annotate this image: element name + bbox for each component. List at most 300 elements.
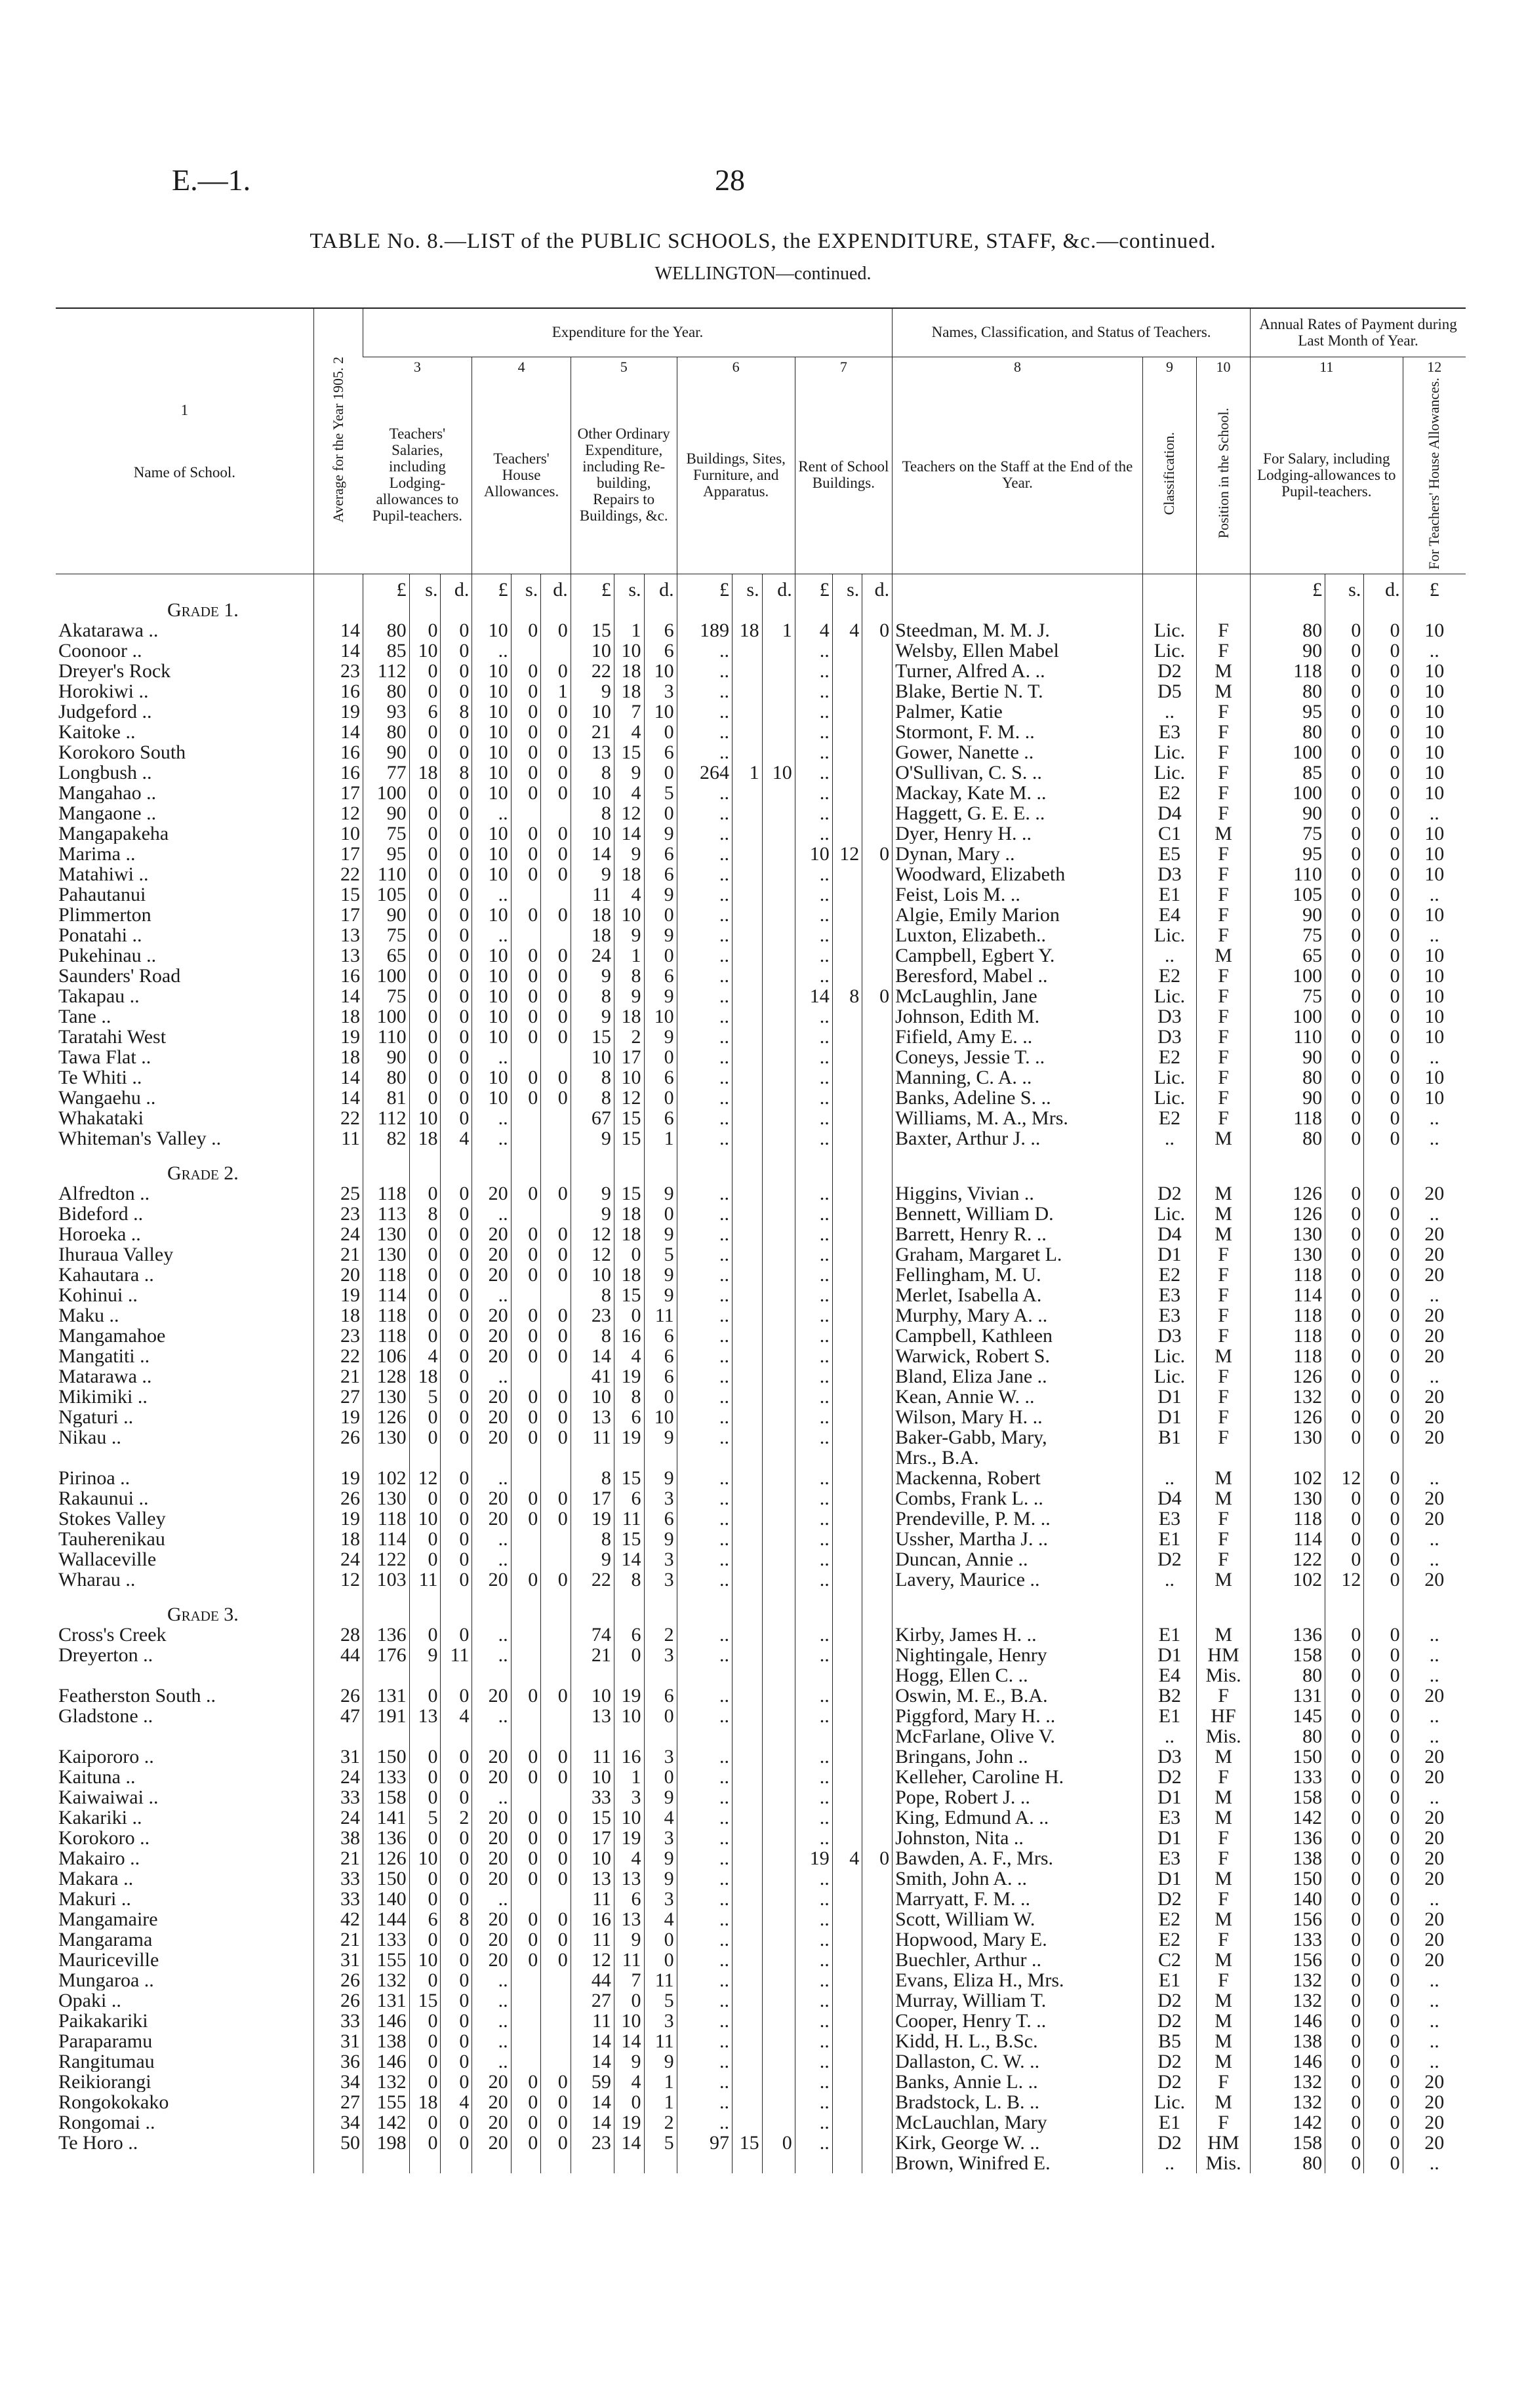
other-expenditure-shillings: 1: [614, 620, 644, 641]
buildings-pounds: ..: [677, 2092, 732, 2112]
school-name: Wallaceville: [58, 1549, 157, 1570]
other-expenditure-pence: 11: [644, 1305, 677, 1326]
spacer-row: [56, 1149, 1466, 1163]
rent-pence: [862, 1305, 893, 1326]
school-row: [56, 1828, 1466, 1848]
house-allowance-shillings: 0: [511, 681, 541, 701]
house-allowance-pence: 0: [541, 1305, 571, 1326]
teacher-classification: D2: [1142, 2133, 1196, 2153]
other-expenditure-shillings: 15: [614, 1468, 644, 1488]
rent-pence: [862, 1549, 893, 1569]
teacher-name: Hogg, Ellen C. ..: [893, 1665, 1143, 1686]
average-attendance: 17: [313, 844, 363, 864]
teacher-classification: D2: [1142, 1549, 1196, 1569]
salaries-pounds: 155: [363, 2092, 409, 2112]
salaries-shillings: 0: [409, 2112, 441, 2133]
other-expenditure-pounds: 27: [571, 1990, 614, 2011]
teacher-position: M: [1196, 1224, 1250, 1244]
other-expenditure-shillings: 15: [614, 1183, 644, 1204]
salaries-shillings: 0: [409, 1488, 441, 1509]
house-allowance-shillings: 0: [511, 1224, 541, 1244]
house-allowance-rate: ..: [1403, 1047, 1466, 1067]
other-expenditure-pence: 0: [644, 1706, 677, 1726]
col-house-rate-header: [1403, 376, 1466, 574]
schools-table: [56, 308, 1466, 2173]
empty-cell: [1403, 600, 1466, 620]
teacher-position: M: [1196, 1468, 1250, 1488]
teacher-name: Johnston, Nita ..: [893, 1828, 1143, 1848]
house-allowance-pence: 0: [541, 823, 571, 844]
buildings-pounds: ..: [677, 783, 732, 803]
house-allowance-shillings: [511, 2031, 541, 2051]
other-expenditure-pence: 0: [644, 1387, 677, 1407]
buildings-pence: [762, 1305, 795, 1326]
other-expenditure-pounds: 17: [571, 1828, 614, 1848]
teacher-classification: Lic.: [1142, 1088, 1196, 1108]
teacher-name: Mrs., B.A.: [893, 1448, 1143, 1468]
school-row: [56, 1929, 1466, 1950]
empty-cell: [571, 1590, 614, 1604]
other-expenditure-pence: 11: [644, 2031, 677, 2051]
grade-heading-row: [56, 1163, 1466, 1183]
salaries-shillings: 0: [409, 2051, 441, 2072]
house-allowance-pence: 0: [541, 1686, 571, 1706]
buildings-pounds: ..: [677, 1128, 732, 1149]
house-allowance-pence: [541, 1468, 571, 1488]
rent-shillings: [832, 1387, 862, 1407]
house-allowance-pence: 0: [541, 1569, 571, 1590]
school-name: Te Whiti ..: [58, 1067, 142, 1088]
teacher-position: F: [1196, 722, 1250, 742]
average-attendance: 21: [313, 1244, 363, 1265]
salary-rate-pence: 0: [1364, 1366, 1403, 1387]
salaries-shillings: 0: [409, 1244, 441, 1265]
salary-rate-pounds: 100: [1251, 966, 1325, 986]
house-allowance-pence: 0: [541, 864, 571, 884]
buildings-pounds: ..: [677, 1244, 732, 1265]
buildings-pence: [762, 1929, 795, 1950]
buildings-shillings: [732, 1848, 762, 1868]
rent-pounds: 14: [795, 986, 832, 1006]
average-attendance: 28: [313, 1625, 363, 1645]
rent-pounds: ..: [795, 1305, 832, 1326]
school-row: [56, 2133, 1466, 2153]
other-expenditure-pence: 2: [644, 2112, 677, 2133]
other-expenditure-shillings: 16: [614, 1747, 644, 1767]
salaries-pounds: 93: [363, 701, 409, 722]
average-attendance: 26: [313, 1970, 363, 1990]
other-expenditure-pounds: 8: [571, 762, 614, 783]
teacher-classification: Lic.: [1142, 1346, 1196, 1366]
other-expenditure-pounds: 9: [571, 1128, 614, 1149]
salary-rate-shillings: 0: [1325, 1686, 1364, 1706]
salaries-shillings: 0: [409, 803, 441, 823]
house-allowance-shillings: [511, 1047, 541, 1067]
salary-rate-shillings: 0: [1325, 762, 1364, 783]
buildings-shillings: [732, 1183, 762, 1204]
school-name: Rakaunui ..: [58, 1488, 149, 1509]
salary-rate-shillings: 0: [1325, 1047, 1364, 1067]
salaries-pounds: 130: [363, 1387, 409, 1407]
salary-rate-pence: 0: [1364, 1204, 1403, 1224]
rent-pence: [862, 2092, 893, 2112]
school-name: Whakataki: [58, 1108, 144, 1129]
other-expenditure-pounds: 44: [571, 1970, 614, 1990]
teacher-classification: Lic.: [1142, 641, 1196, 661]
empty-cell: [409, 1604, 441, 1625]
school-name: Kahautara ..: [58, 1265, 154, 1286]
rent-shillings: [832, 1047, 862, 1067]
school-row: [56, 1807, 1466, 1828]
buildings-pounds: ..: [677, 1305, 732, 1326]
salary-rate-pounds: 100: [1251, 742, 1325, 762]
empty-cell: [313, 600, 363, 620]
average-attendance: [313, 1665, 363, 1686]
rent-pounds: ..: [795, 803, 832, 823]
house-allowance-rate: 20: [1403, 1868, 1466, 1889]
rent-pounds: ..: [795, 2112, 832, 2133]
teacher-classification: D3: [1142, 864, 1196, 884]
house-allowance-shillings: 0: [511, 1509, 541, 1529]
house-allowance-shillings: [511, 1108, 541, 1128]
salary-rate-pounds: 126: [1251, 1204, 1325, 1224]
buildings-pounds: ..: [677, 966, 732, 986]
buildings-pounds: ..: [677, 1088, 732, 1108]
salary-rate-pounds: 90: [1251, 1047, 1325, 1067]
buildings-pounds: [677, 1448, 732, 1468]
school-name: Tawa Flat ..: [58, 1047, 151, 1068]
salaries-pounds: 100: [363, 1006, 409, 1027]
average-attendance: 47: [313, 1706, 363, 1726]
rent-shillings: [832, 2011, 862, 2031]
rent-pence: [862, 1448, 893, 1468]
teacher-name: Bland, Eliza Jane ..: [893, 1366, 1143, 1387]
table-subtitle: WELLINGTON—continued.: [654, 264, 872, 284]
col-salary-rate-number: 11: [1251, 357, 1403, 376]
salaries-pence: 0: [441, 1027, 472, 1047]
salaries-pounds: 114: [363, 1529, 409, 1549]
rent-shillings: [832, 1366, 862, 1387]
empty-cell: [644, 1604, 677, 1625]
salary-rate-pence: 0: [1364, 1027, 1403, 1047]
school-name: Mangatiti ..: [58, 1346, 150, 1367]
other-expenditure-shillings: 8: [614, 1569, 644, 1590]
house-allowance-pence: 0: [541, 1488, 571, 1509]
teacher-name: McLaughlin, Jane: [893, 986, 1143, 1006]
house-allowance-pence: [541, 1665, 571, 1686]
school-row: [56, 641, 1466, 661]
house-allowance-shillings: 0: [511, 1027, 541, 1047]
other-expenditure-pounds: 9: [571, 1006, 614, 1027]
house-allowance-shillings: [511, 2153, 541, 2173]
house-allowance-pounds: ..: [472, 1128, 511, 1149]
buildings-shillings: [732, 1665, 762, 1686]
rent-pounds: ..: [795, 1088, 832, 1108]
teacher-classification: E2: [1142, 783, 1196, 803]
rent-pounds: ..: [795, 925, 832, 945]
teacher-position: F: [1196, 966, 1250, 986]
salaries-pounds: 102: [363, 1468, 409, 1488]
average-attendance: 24: [313, 1807, 363, 1828]
salaries-shillings: 10: [409, 1509, 441, 1529]
rent-shillings: [832, 966, 862, 986]
salaries-pence: 0: [441, 1244, 472, 1265]
house-allowance-pence: [541, 1970, 571, 1990]
teacher-classification: Lic.: [1142, 762, 1196, 783]
other-expenditure-pence: 3: [644, 1889, 677, 1909]
rent-pounds: [795, 1665, 832, 1686]
buildings-pounds: ..: [677, 742, 732, 762]
buildings-shillings: [732, 1645, 762, 1665]
house-allowance-pence: [541, 641, 571, 661]
col-other-label: Other Ordinary Expenditure, including Re-building, Repairs to Buildings, &c.: [571, 376, 677, 574]
school-row: [56, 722, 1466, 742]
teacher-position: F: [1196, 1326, 1250, 1346]
teacher-position: F: [1196, 1387, 1250, 1407]
other-expenditure-shillings: 18: [614, 1006, 644, 1027]
buildings-shillings: [732, 1549, 762, 1569]
house-allowance-rate: ..: [1403, 1529, 1466, 1549]
empty-cell: [1142, 1149, 1196, 1163]
buildings-pounds: ..: [677, 864, 732, 884]
buildings-pounds: ..: [677, 1706, 732, 1726]
teacher-position: F: [1196, 742, 1250, 762]
salary-rate-pence: 0: [1364, 844, 1403, 864]
teacher-classification: ..: [1142, 1726, 1196, 1747]
other-expenditure-pounds: 59: [571, 2072, 614, 2092]
house-allowance-rate: 10: [1403, 945, 1466, 966]
house-allowance-pounds: 20: [472, 2133, 511, 2153]
buildings-pounds: ..: [677, 1468, 732, 1488]
salaries-shillings: 0: [409, 1047, 441, 1067]
salary-rate-pence: 0: [1364, 1549, 1403, 1569]
salaries-shillings: 10: [409, 641, 441, 661]
teacher-name: Kelleher, Caroline H.: [893, 1767, 1143, 1787]
other-expenditure-pounds: 14: [571, 2051, 614, 2072]
average-attendance: 17: [313, 905, 363, 925]
empty-cell: [762, 1604, 795, 1625]
salary-rate-pence: 0: [1364, 2011, 1403, 2031]
average-attendance: 14: [313, 641, 363, 661]
salary-rate-pence: 0: [1364, 681, 1403, 701]
salary-rate-pounds: 65: [1251, 945, 1325, 966]
salary-rate-shillings: 12: [1325, 1468, 1364, 1488]
buildings-shillings: [732, 905, 762, 925]
rent-pounds: ..: [795, 1067, 832, 1088]
house-allowance-pounds: 10: [472, 986, 511, 1006]
salaries-pounds: 110: [363, 1027, 409, 1047]
salary-rate-pence: 0: [1364, 742, 1403, 762]
salaries-pence: 0: [441, 1183, 472, 1204]
house-allowance-pounds: 20: [472, 1848, 511, 1868]
salaries-shillings: 6: [409, 701, 441, 722]
buildings-pounds: ..: [677, 1950, 732, 1970]
house-allowance-pounds: ..: [472, 1889, 511, 1909]
other-expenditure-shillings: 12: [614, 1088, 644, 1108]
house-allowance-pence: 0: [541, 1427, 571, 1448]
average-attendance: 31: [313, 1950, 363, 1970]
house-allowance-pounds: 10: [472, 722, 511, 742]
salary-rate-pounds: 118: [1251, 1346, 1325, 1366]
salaries-pounds: 130: [363, 1244, 409, 1265]
buildings-shillings: [732, 1828, 762, 1848]
other-expenditure-shillings: 7: [614, 701, 644, 722]
teacher-name: Algie, Emily Marion: [893, 905, 1143, 925]
teacher-classification: D1: [1142, 1244, 1196, 1265]
teacher-position: HM: [1196, 2133, 1250, 2153]
school-name: Kaipororo ..: [58, 1747, 154, 1767]
buildings-shillings: [732, 1108, 762, 1128]
school-row: [56, 1305, 1466, 1326]
house-allowance-pence: [541, 1990, 571, 2011]
salaries-shillings: 0: [409, 1183, 441, 1204]
unit-pound: £: [472, 574, 511, 601]
salary-rate-pence: 0: [1364, 925, 1403, 945]
average-attendance: 26: [313, 1488, 363, 1509]
salary-rate-pence: 0: [1364, 2092, 1403, 2112]
other-expenditure-pounds: 8: [571, 1529, 614, 1549]
salaries-pounds: 118: [363, 1265, 409, 1285]
house-allowance-shillings: 0: [511, 1088, 541, 1108]
salary-rate-shillings: 0: [1325, 2011, 1364, 2031]
other-expenditure-shillings: 4: [614, 884, 644, 905]
salaries-shillings: 0: [409, 1970, 441, 1990]
other-expenditure-pence: 6: [644, 1509, 677, 1529]
empty-cell: [363, 1590, 409, 1604]
buildings-pence: [762, 2092, 795, 2112]
house-allowance-shillings: [511, 1204, 541, 1224]
salaries-pounds: 140: [363, 1889, 409, 1909]
house-allowance-pounds: 20: [472, 1569, 511, 1590]
unit-shilling: s.: [732, 574, 762, 601]
teacher-classification: D1: [1142, 1645, 1196, 1665]
salaries-pounds: [363, 1726, 409, 1747]
school-row: [56, 1183, 1466, 1204]
house-allowance-pounds: 10: [472, 945, 511, 966]
teacher-position: F: [1196, 1427, 1250, 1448]
house-allowance-rate: ..: [1403, 1285, 1466, 1305]
salaries-shillings: 0: [409, 1787, 441, 1807]
teacher-name: Marryatt, F. M. ..: [893, 1889, 1143, 1909]
average-attendance: 17: [313, 783, 363, 803]
house-allowance-pounds: ..: [472, 1285, 511, 1305]
teacher-name: Wilson, Mary H. ..: [893, 1407, 1143, 1427]
school-name: Stokes Valley: [58, 1509, 166, 1530]
buildings-pounds: ..: [677, 1686, 732, 1706]
rent-shillings: [832, 2051, 862, 2072]
salaries-shillings: [409, 2153, 441, 2173]
teacher-position: M: [1196, 1346, 1250, 1366]
salaries-pounds: 106: [363, 1346, 409, 1366]
house-allowance-pounds: ..: [472, 1108, 511, 1128]
empty-cell: [795, 1149, 832, 1163]
salaries-pence: 8: [441, 1909, 472, 1929]
salaries-shillings: 18: [409, 1366, 441, 1387]
school-row: [56, 2031, 1466, 2051]
buildings-pounds: ..: [677, 1970, 732, 1990]
teacher-classification: Lic.: [1142, 2092, 1196, 2112]
rent-shillings: [832, 1067, 862, 1088]
rent-shillings: [832, 701, 862, 722]
rent-pence: [862, 803, 893, 823]
school-name: Saunders' Road: [58, 966, 181, 987]
other-expenditure-pounds: 10: [571, 1387, 614, 1407]
other-expenditure-pounds: 22: [571, 1569, 614, 1590]
buildings-pounds: ..: [677, 1204, 732, 1224]
rent-pence: [862, 701, 893, 722]
units-teacher-cell: [893, 574, 1143, 601]
salaries-shillings: 10: [409, 1108, 441, 1128]
salary-rate-pence: 0: [1364, 1529, 1403, 1549]
other-expenditure-pence: 6: [644, 1326, 677, 1346]
salaries-shillings: 0: [409, 1529, 441, 1549]
salary-rate-pounds: 100: [1251, 783, 1325, 803]
buildings-shillings: [732, 1067, 762, 1088]
house-allowance-pounds: 20: [472, 1427, 511, 1448]
school-row: [56, 925, 1466, 945]
teacher-name: Baxter, Arthur J. ..: [893, 1128, 1143, 1149]
school-row: [56, 1468, 1466, 1488]
rent-pounds: ..: [795, 1183, 832, 1204]
rent-shillings: [832, 1108, 862, 1128]
other-expenditure-pence: 0: [644, 762, 677, 783]
teacher-name: Turner, Alfred A. ..: [893, 661, 1143, 681]
school-name: Mauriceville: [58, 1950, 159, 1971]
other-expenditure-pounds: 19: [571, 1509, 614, 1529]
buildings-shillings: [732, 742, 762, 762]
house-allowance-rate: 20: [1403, 1224, 1466, 1244]
salaries-pence: 0: [441, 1326, 472, 1346]
other-expenditure-pence: 6: [644, 1067, 677, 1088]
salary-rate-shillings: 0: [1325, 2072, 1364, 2092]
other-expenditure-shillings: 4: [614, 783, 644, 803]
school-name: Taratahi West: [58, 1027, 167, 1048]
school-name: Mangaone ..: [58, 803, 157, 824]
salary-rate-pounds: 150: [1251, 1747, 1325, 1767]
house-allowance-rate: ..: [1403, 925, 1466, 945]
other-expenditure-pence: 5: [644, 783, 677, 803]
buildings-pence: [762, 1265, 795, 1285]
expenditure-group-header: Expenditure for the Year.: [363, 308, 892, 357]
other-expenditure-pence: 9: [644, 925, 677, 945]
buildings-shillings: [732, 783, 762, 803]
salary-rate-shillings: 0: [1325, 681, 1364, 701]
teacher-name: Blake, Bertie N. T.: [893, 681, 1143, 701]
rent-shillings: [832, 905, 862, 925]
other-expenditure-shillings: 14: [614, 2031, 644, 2051]
house-allowance-rate: 10: [1403, 844, 1466, 864]
teacher-classification: D3: [1142, 1027, 1196, 1047]
grade-heading-row: [56, 1604, 1466, 1625]
salaries-pounds: 130: [363, 1488, 409, 1509]
buildings-pounds: ..: [677, 1366, 732, 1387]
teacher-name: Oswin, M. E., B.A.: [893, 1686, 1143, 1706]
buildings-pounds: ..: [677, 2072, 732, 2092]
rent-pence: [862, 2153, 893, 2173]
salary-rate-pounds: 80: [1251, 681, 1325, 701]
other-expenditure-pence: 3: [644, 1569, 677, 1590]
other-expenditure-shillings: 2: [614, 1027, 644, 1047]
other-expenditure-pounds: 18: [571, 905, 614, 925]
empty-cell: [1325, 1163, 1364, 1183]
house-allowance-pence: [541, 1889, 571, 1909]
salary-rate-shillings: 0: [1325, 1807, 1364, 1828]
house-allowance-shillings: 0: [511, 1848, 541, 1868]
average-attendance: 33: [313, 1889, 363, 1909]
salary-rate-pence: 0: [1364, 762, 1403, 783]
house-allowance-pounds: 20: [472, 1767, 511, 1787]
salaries-shillings: 0: [409, 844, 441, 864]
